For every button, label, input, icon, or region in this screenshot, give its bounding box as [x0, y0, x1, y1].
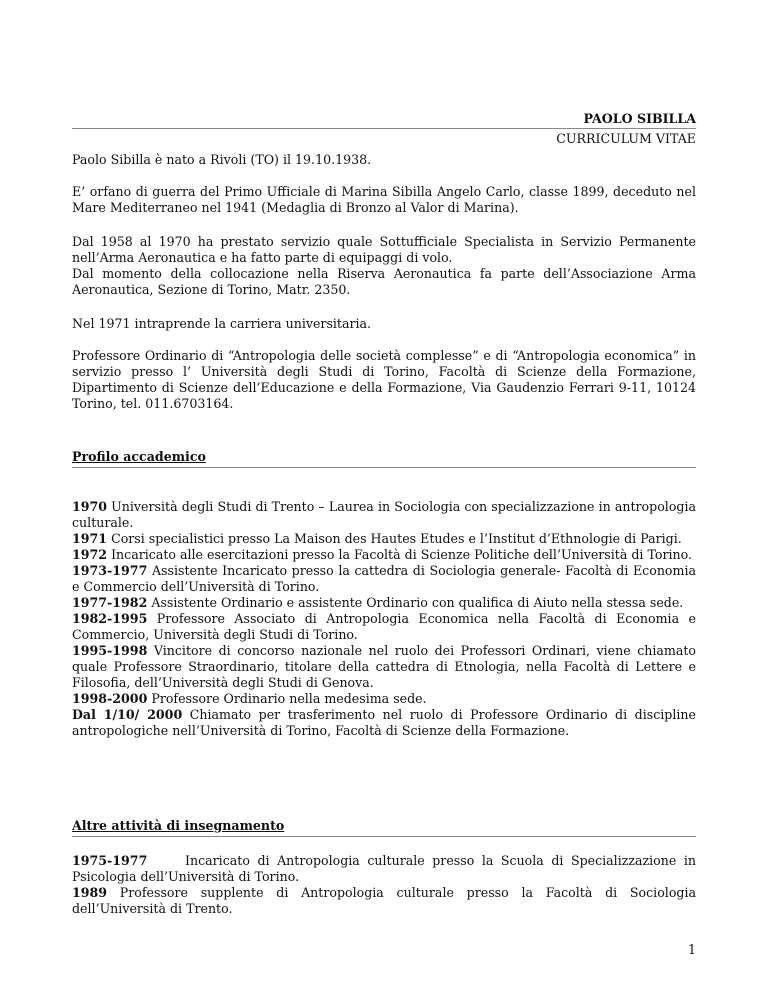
service-line-2: Dal momento della collocazione nella Riserva Aeronautica fa parte dell’Associazione Arma Aeronautica, Sezione di Torino, Matr. 2350.	[72, 266, 696, 297]
altre-entry	[72, 853, 701, 885]
entry-text: Professore Associato di Antropologia Economica nella Facoltà di Economia e Commercio, Università degli Studi di Torino.	[72, 611, 696, 642]
entry-text: Vincitore di concorso nazionale nel ruolo dei Professori Ordinari, viene chiamato quale Professore Straordinario, titolare della cattedra di Etnologia, nella Facoltà di Lettere e Filosofia, dell’Università degli Studi di Genova.	[72, 643, 696, 690]
section-title-profilo: Profilo accademico	[72, 449, 206, 464]
profilo-list	[72, 499, 696, 739]
profilo-entry	[72, 691, 696, 707]
author-name: PAOLO SIBILLA	[583, 111, 696, 126]
entry-year: 1982-1995	[72, 611, 148, 626]
entry-year: 1971	[72, 531, 108, 546]
entry-text: Assistente Ordinario e assistente Ordinario con qualifica di Aiuto nella stessa sede.	[147, 595, 684, 610]
entry-text: Chiamato per trasferimento nel ruolo di Professore Ordinario di discipline antropologiche nell’Università di Torino, Facoltà di Scienze della Formazione.	[72, 707, 696, 738]
section-divider-profilo	[72, 467, 696, 468]
entry-year: 1977-1982	[72, 595, 148, 610]
entry-year: 1975-1977	[72, 853, 148, 868]
orphan-paragraph: E’ orfano di guerra del Primo Ufficiale di Marina Sibilla Angelo Carlo, classe 1899, deceduto nel Mare Mediterraneo nel 1941 (Medaglia di Bronzo al Valor di Marina).	[72, 184, 696, 215]
profilo-entry	[72, 595, 696, 611]
entry-text: Università degli Studi di Trento – Laurea in Sociologia con specializzazione in antropologia culturale.	[72, 499, 696, 530]
service-line-1: Dal 1958 al 1970 ha prestato servizio quale Sottufficiale Specialista in Servizio Permanente nell’Arma Aeronautica e ha fatto parte di equipaggi di volo.	[72, 234, 696, 265]
entry-text: Professore supplente di Antropologia culturale presso la Facoltà di Sociologia dell’Università di Trento.	[72, 885, 696, 916]
entry-year: 1998-2000	[72, 691, 148, 706]
profilo-entry	[72, 563, 696, 595]
profilo-entry	[72, 547, 696, 563]
altre-list	[72, 853, 701, 917]
section-title-altre: Altre attività di insegnamento	[72, 818, 285, 833]
service-paragraph	[72, 234, 696, 298]
position-paragraph: Professore Ordinario di “Antropologia delle società complesse” e di “Antropologia economica” in servizio presso l’ Università degli Studi di Torino, Facoltà di Scienze della Formazione, Dipartimento di Scienze dell’Educazione e della Formazione, Via Gaudenzio Ferrari 9-11, 10124 Torino, tel. 011.6703164.	[72, 348, 696, 411]
profilo-entry	[72, 611, 696, 643]
entry-year: 1970	[72, 499, 108, 514]
entry-year: 1973-1977	[72, 563, 148, 578]
entry-text: Corsi specialistici presso La Maison des Hautes Etudes e l’Institut d’Ethnologie di Parigi.	[107, 531, 682, 546]
profilo-entry	[72, 707, 696, 739]
profilo-entry	[72, 643, 696, 691]
entry-text: Incaricato alle esercitazioni presso la Facoltà di Scienze Politiche dell’Università di Torino.	[107, 547, 692, 562]
career-paragraph: Nel 1971 intraprende la carriera universitaria.	[72, 316, 372, 331]
entry-text: Assistente Incaricato presso la cattedra di Sociologia generale- Facoltà di Economia e Commercio dell’Università di Torino.	[72, 563, 696, 594]
birth-paragraph: Paolo Sibilla è nato a Rivoli (TO) il 19.10.1938.	[72, 152, 372, 167]
profilo-entry	[72, 499, 696, 531]
entry-text: Professore Ordinario nella medesima sede.	[147, 691, 427, 706]
entry-year: 1972	[72, 547, 108, 562]
altre-entry	[72, 885, 696, 917]
entry-year: 1989	[72, 885, 108, 900]
entry-text: Incaricato di Antropologia culturale presso la Scuola di Specializzazione in Psicologia dell’Università di Torino.	[72, 853, 701, 884]
page-number: 1	[687, 942, 696, 957]
entry-year: 1995-1998	[72, 643, 148, 658]
entry-year: Dal 1/10/ 2000	[72, 707, 183, 722]
header-divider	[72, 128, 696, 129]
document-subtitle: CURRICULUM VITAE	[556, 131, 696, 146]
document-page	[72, 0, 701, 994]
section-divider-altre	[72, 836, 696, 837]
profilo-entry	[72, 531, 696, 547]
